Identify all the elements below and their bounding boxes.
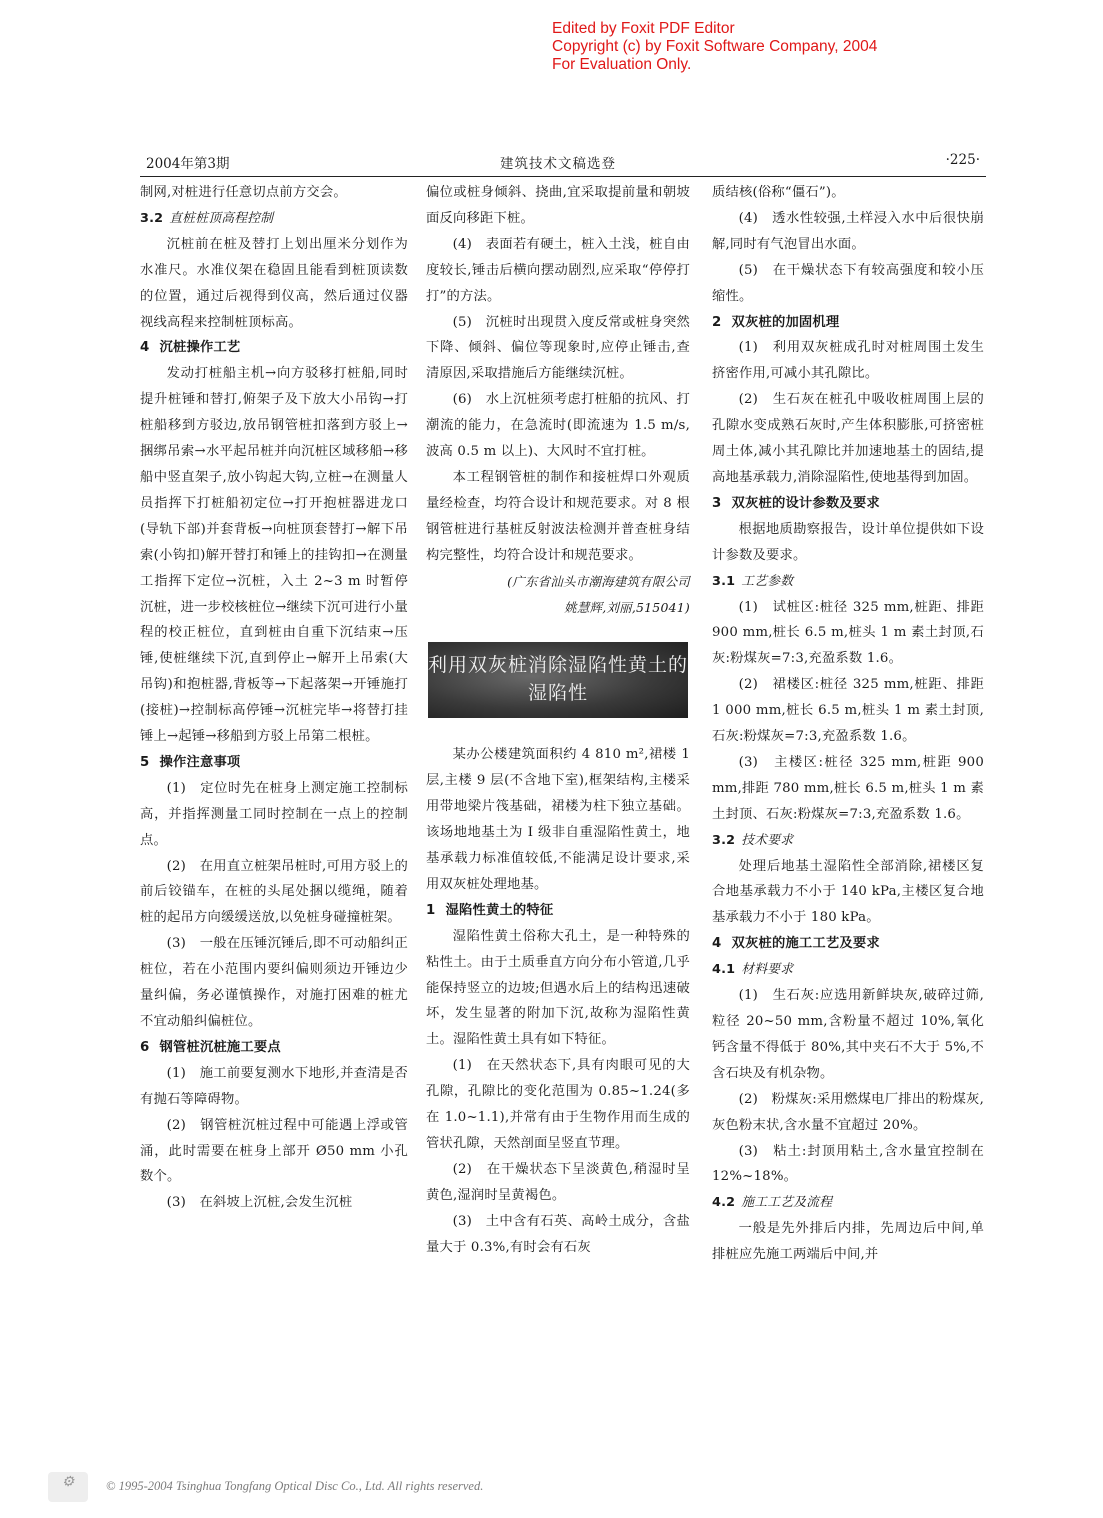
section-heading: 4 沉桩操作工艺 <box>140 340 241 356</box>
section-heading: 2 双灰桩的加固机理 <box>712 314 840 330</box>
paragraph: (3) 粘土:封顶用粘土,含水量宜控制在 12%~18%。 <box>712 1143 984 1185</box>
publisher-logo-icon: ⚙ <box>48 1472 88 1502</box>
paragraph: (2) 裙楼区:桩径 325 mm,桩距、排距 1 000 mm,桩长 6.5 m,桩头 1 m 素土封顶,石灰:粉煤灰=7:3,充盈系数 1.6。 <box>712 677 984 745</box>
paragraph: 质结核(俗称“僵石”)。 <box>712 185 845 200</box>
paragraph: 一般是先外排后内排，先周边后中间,单排桩应先施工两端后中间,并 <box>712 1221 984 1263</box>
paragraph: (5) 在干燥状态下有较高强度和较小压缩性。 <box>712 262 984 304</box>
paragraph: (3) 一般在压锤沉锤后,即不可动船纠正桩位，若在小范围内要纠偏则须边开锤边少量纠偏，务必谨慎操作，对施打困难的桩尤不宜动船纠偏桩位。 <box>140 936 408 1029</box>
section-heading: 6 钢管桩沉桩施工要点 <box>140 1039 281 1055</box>
watermark-line: For Evaluation Only. <box>552 56 692 73</box>
paragraph: (3) 土中含有石英、高岭土成分，含盐量大于 0.3%,有时会有石灰 <box>426 1213 690 1255</box>
subsection-heading: 3.1 工艺参数 <box>712 573 794 589</box>
paragraph: 偏位或桩身倾斜、挠曲,宜采取提前量和朝坡面反向移距下桩。 <box>426 185 690 226</box>
watermark-line: Copyright (c) by Foxit Software Company, 2004 <box>552 38 878 55</box>
paragraph: (1) 定位时先在桩身上测定施工控制标高，并指挥测量工同时控制在一点上的控制点。 <box>140 780 408 848</box>
column-2 <box>426 180 690 1261</box>
paragraph: (2) 钢管桩沉桩过程中可能遇上浮或管涌，此时需要在桩身上部开 Ø50 mm 小孔数个。 <box>140 1117 408 1185</box>
issue-label: 2004年第3期 <box>146 156 230 172</box>
column-1 <box>140 180 408 1216</box>
evaluation-watermark <box>552 20 877 74</box>
article-title-line: 利用双灰桩消除湿陷性黄土的 <box>428 654 689 677</box>
paragraph: 湿陷性黄土俗称大孔土，是一种特殊的粘性土。由于土质垂直方向分布小管道,几乎能保持竖立的边坡;但遇水后上的结构迅速破坏，发生显著的附加下沉,故称为湿陷性黄土。湿陷性黄土具有如下特征。 <box>426 928 690 1048</box>
paragraph: 本工程钢管桩的制作和接桩焊口外观质量经检查，均符合设计和规范要求。对 8 根钢管桩进行基桩反射波法检测并普查桩身结构完整性，均符合设计和规范要求。 <box>426 469 690 563</box>
page-number: ·225· <box>945 152 980 168</box>
paragraph: (2) 生石灰在桩孔中吸收桩周围上层的孔隙水变成熟石灰时,产生体积膨胀,可挤密桩周土体,减小其孔隙比并加速地基土的固结,提高地基承载力,消除湿陷性,使地基得到加固。 <box>712 392 984 485</box>
subsection-heading: 3.2 技术要求 <box>712 832 794 848</box>
paragraph: (1) 生石灰:应选用新鲜块灰,破碎过筛,粒径 20~50 mm,含粉量不超过 10%,氧化钙含量不得低于 80%,其中夹石不大于 5%,不含石块及有机杂物。 <box>712 988 984 1081</box>
paragraph: (5) 沉桩时出现贯入度反常或桩身突然下降、倾斜、偏位等现象时,应停止锤击,查清原因,采取措施后方能继续沉桩。 <box>426 314 690 382</box>
paragraph: (1) 利用双灰桩成孔时对桩周围土发生挤密作用,可减小其孔隙比。 <box>712 340 984 382</box>
section-heading: 3 双灰桩的设计参数及要求 <box>712 495 880 511</box>
paragraph: (1) 施工前要复测水下地形,并查清是否有抛石等障碍物。 <box>140 1065 408 1107</box>
watermark-line: Edited by Foxit PDF Editor <box>552 20 735 37</box>
article-title-banner <box>428 642 688 718</box>
paragraph: (2) 在用直立桩架吊桩时,可用方驳上的前后铰锚车，在桩的头尾处捆以缆绳，随着桩的起吊方向缓缓送放,以免桩身碰撞桩架。 <box>140 858 408 926</box>
section-heading: 5 操作注意事项 <box>140 754 241 770</box>
paragraph: 根据地质勘察报告，设计单位提供如下设计参数及要求。 <box>712 521 984 563</box>
paragraph: 发动打桩船主机→向方驳移打桩船,同时提升桩锤和替打,俯架子及下放大小吊钩→打桩船移到方驳边,放吊钢管桩扣落到方驳上→捆绑吊索→水平起吊桩并向沉桩区域移船→移船中竖直架子,放小钩起大钩,立桩→在测量人员指挥下打桩船初定位→打开抱桩器进龙口(导轨下部)并套背板→向桩顶套替打→解下吊索(小钩扣)解开替打和锤上的挂钩扣→在测量工指挥下定位→沉桩，入土 2~3 m 时暂停沉桩，进一步校核桩位→继续下沉可进行小量程的校正桩位，直到桩由自重下沉结束→压锤,使桩继续下沉,直到停止→解开上吊索(大吊钩)和抱桩器,背板等→下起落架→开锤施打(接桩)→控制标高停锤→沉桩完毕→将替打挂锤上→起锤→移船到方驳上吊第二根桩。 <box>140 366 408 745</box>
paragraph: (2) 粉煤灰:采用燃煤电厂排出的粉煤灰,灰色粉末状,含水量不宜超过 20%。 <box>712 1091 984 1133</box>
paragraph: (3) 在斜坡上沉桩,会发生沉桩 <box>166 1195 353 1211</box>
paragraph: 某办公楼建筑面积约 4 810 m²,裙楼 1 层,主楼 9 层(不含地下室),框架结构,主楼采用带地梁片筏基础，裙楼为柱下独立基础。该场地地基土为 I 级非自重湿陷性黄土，地基承载力标准值较低,不能满足设计要求,采用双灰桩处理地基。 <box>426 747 690 892</box>
section-heading: 1 湿陷性黄土的特征 <box>426 902 554 918</box>
paragraph: 处理后地基土湿陷性全部消除,裙楼区复合地基承载力不小于 140 kPa,主楼区复合地基承载力不小于 180 kPa。 <box>712 858 984 926</box>
paragraph: (4) 透水性较强,土样浸入水中后很快崩解,同时有气泡冒出水面。 <box>712 210 984 252</box>
author-affiliation: (广东省汕头市潮海建筑有限公司 <box>507 573 690 589</box>
section-heading: 4 双灰桩的施工工艺及要求 <box>712 936 880 952</box>
paragraph: (1) 在天然状态下,具有肉眼可见的大孔隙，孔隙比的变化范围为 0.85~1.24(多在 1.0~1.1),并常有由于生物作用而生成的管状孔隙，天然剖面呈竖直节理。 <box>426 1058 690 1151</box>
subsection-heading: 4.1 材料要求 <box>712 962 794 978</box>
article-title-line: 湿陷性 <box>527 682 588 705</box>
journal-title: 建筑技术文稿选登 <box>500 156 616 172</box>
paragraph: 制网,对桩进行任意切点前方交会。 <box>140 185 347 200</box>
paragraph: (6) 水上沉桩须考虑打桩船的抗风、打潮流的能力，在急流时(即流速为 1.5 m/s,波高 0.5 m 以上)、大风时不宜打桩。 <box>426 392 690 460</box>
subsection-heading: 3.2 直桩桩顶高程控制 <box>140 210 274 226</box>
copyright-text: © 1995-2004 Tsinghua Tongfang Optical Disc Co., Ltd. All rights reserved. <box>106 1479 484 1493</box>
page-header <box>140 150 986 177</box>
paragraph: (4) 表面若有硬土，桩入土浅，桩自由度较长,锤击后横向摆动剧烈,应采取“停停打打”的方法。 <box>426 236 690 304</box>
author-names: 姚慧辉,刘丽,515041) <box>564 599 690 615</box>
subsection-heading: 4.2 施工工艺及流程 <box>712 1195 833 1211</box>
paragraph: 沉桩前在桩及替打上划出厘米分划作为水准尺。水准仪架在稳固且能看到桩顶读数的位置，通过后视得到仪高，然后通过仪器视线高程来控制桩顶标高。 <box>140 236 408 330</box>
column-3 <box>712 180 984 1268</box>
paragraph: (1) 试桩区:桩径 325 mm,桩距、排距 900 mm,桩长 6.5 m,桩头 1 m 素土封顶,石灰:粉煤灰=7:3,充盈系数 1.6。 <box>712 599 984 667</box>
paragraph: (3) 主楼区:桩径 325 mm,桩距 900 mm,排距 780 mm,桩长 6.5 m,桩头 1 m 素土封顶、石灰:粉煤灰=7:3,充盈系数 1.6。 <box>712 754 984 822</box>
paragraph: (2) 在干燥状态下呈淡黄色,稍湿时呈黄色,湿润时呈黄褐色。 <box>426 1161 690 1203</box>
